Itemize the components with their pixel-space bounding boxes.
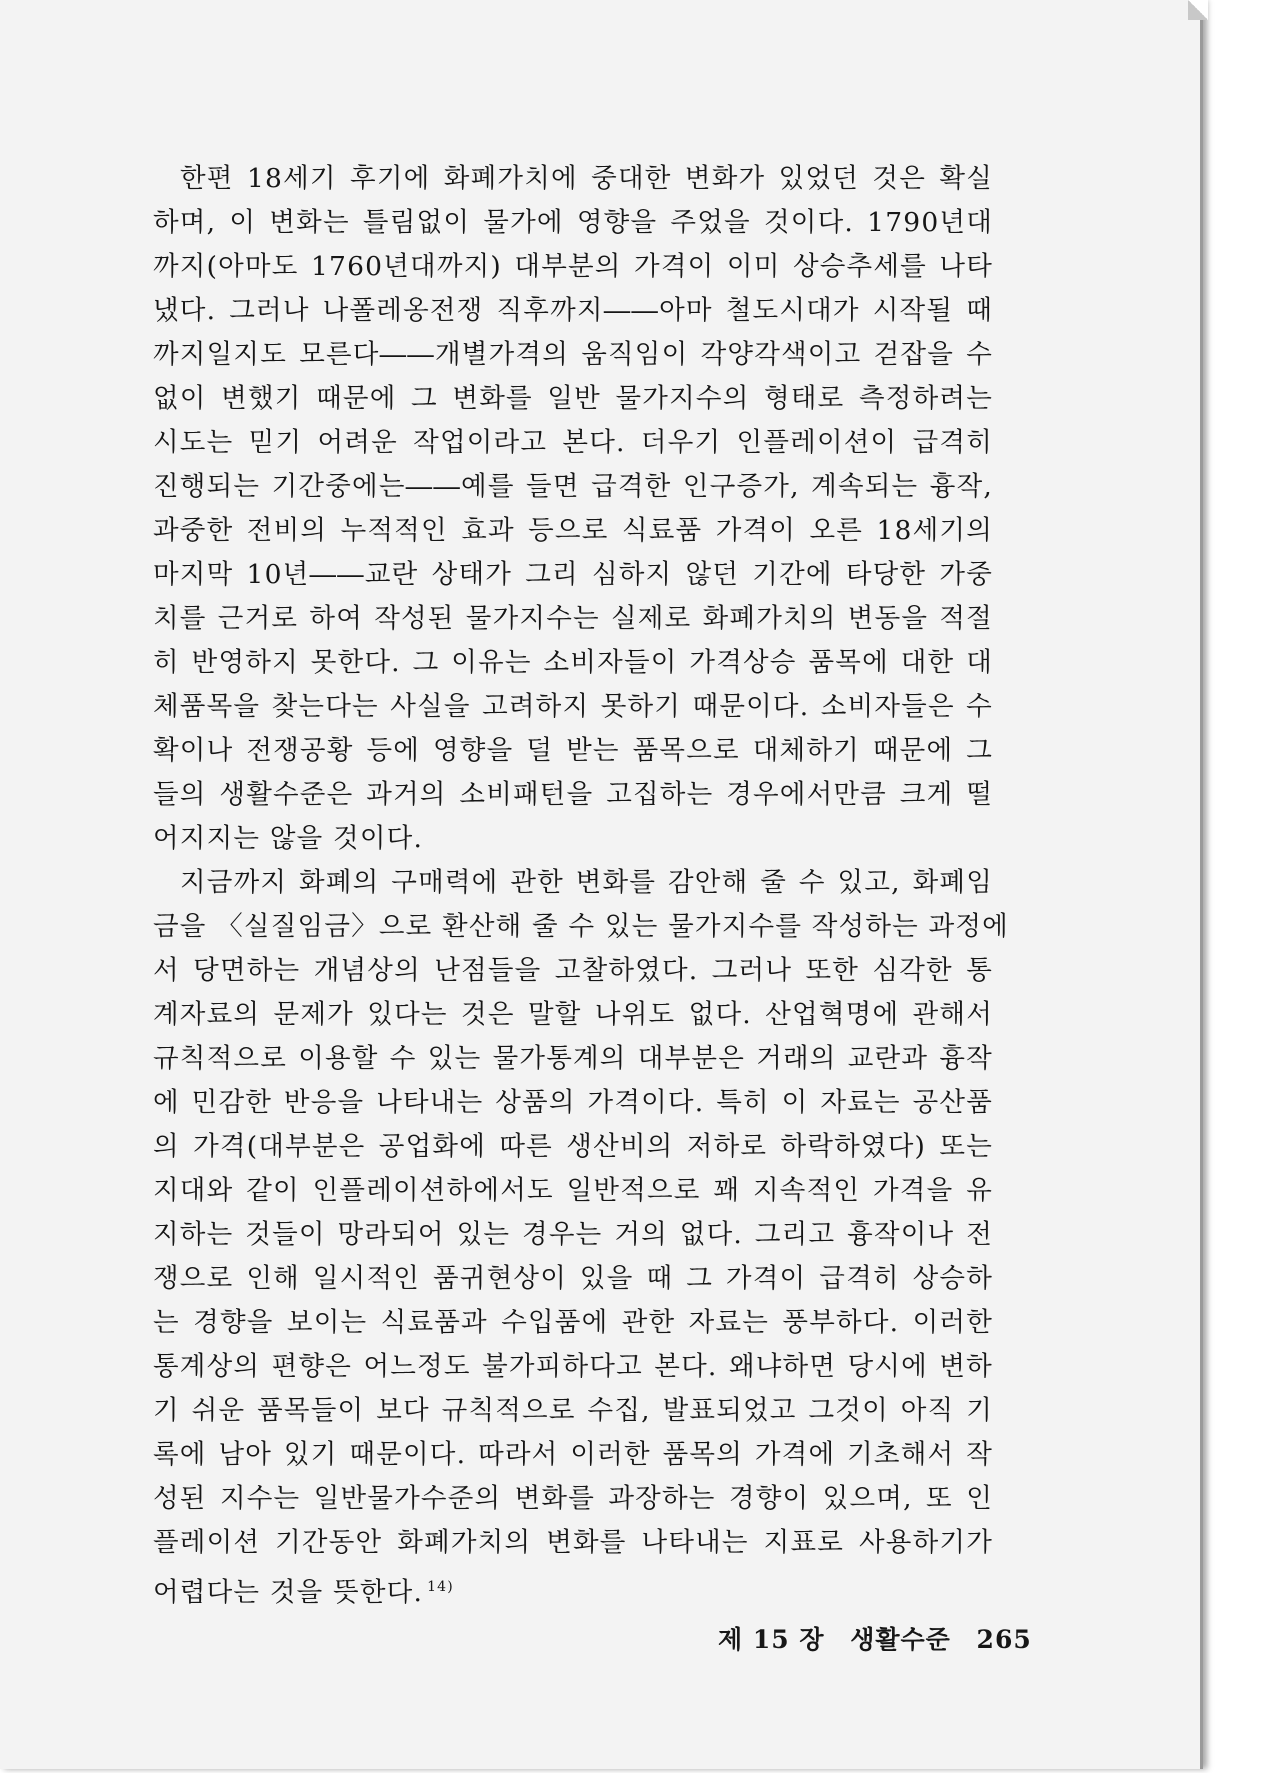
text-line: 확이나 전쟁공황 등에 영향을 덜 받는 품목으로 대체하기 때문에 그 — [153, 735, 993, 766]
page-number: 265 — [976, 1625, 1032, 1654]
text-line: 치를 근거로 하여 작성된 물가지수는 실제로 화폐가치의 변동을 적절 — [153, 603, 993, 634]
text-line: 까지(아마도 1760년대까지) 대부분의 가격이 이미 상승추세를 나타 — [153, 251, 993, 282]
text-line: 하며, 이 변화는 틀림없이 물가에 영향을 주었을 것이다. 1790년대 — [153, 207, 993, 238]
text-line: 냈다. 그러나 나폴레옹전쟁 직후까지――아마 철도시대가 시작될 때 — [153, 295, 993, 326]
paragraph-1 — [153, 157, 993, 861]
text-line: 까지일지도 모른다――개별가격의 움직임이 각양각색이고 걷잡을 수 — [153, 339, 993, 370]
paragraph-2 — [153, 861, 1009, 1615]
text-line: 과중한 전비의 누적적인 효과 등으로 식료품 가격이 오른 18세기의 — [153, 515, 993, 546]
text-line: 의 가격(대부분은 공업화에 따른 생산비의 저하로 하락하였다) 또는 — [153, 1131, 993, 1162]
footnote-reference: 14) — [427, 1579, 454, 1595]
text-line: 는 경향을 보이는 식료품과 수입품에 관한 자료는 풍부하다. 이러한 — [153, 1307, 993, 1338]
text-line: 규칙적으로 이용할 수 있는 물가통계의 대부분은 거래의 교란과 흉작 — [153, 1043, 993, 1074]
text-line: 없이 변했기 때문에 그 변화를 일반 물가지수의 형태로 측정하려는 — [153, 383, 993, 414]
text-line: 금을 〈실질임금〉으로 환산해 줄 수 있는 물가지수를 작성하는 과정에 — [153, 911, 1009, 942]
text-line: 마지막 10년――교란 상태가 그리 심하지 않던 기간에 타당한 가중 — [153, 559, 993, 590]
text-line: 지하는 것들이 망라되어 있는 경우는 거의 없다. 그리고 흉작이나 전 — [153, 1219, 993, 1250]
running-footer — [718, 1620, 1048, 1656]
text-line: 에 민감한 반응을 나타내는 상품의 가격이다. 특히 이 자료는 공산품 — [153, 1087, 993, 1118]
text-line: 쟁으로 인해 일시적인 품귀현상이 있을 때 그 가격이 급격히 상승하 — [153, 1263, 993, 1294]
text-line: 서 당면하는 개념상의 난점들을 고찰하였다. 그러나 또한 심각한 통 — [153, 955, 993, 986]
text-line: 시도는 믿기 어려운 작업이라고 본다. 더우기 인플레이션이 급격히 — [153, 427, 993, 458]
text-line: 한편 18세기 후기에 화폐가치에 중대한 변화가 있었던 것은 확실 — [180, 163, 993, 194]
text-line: 성된 지수는 일반물가수준의 변화를 과장하는 경향이 있으며, 또 인 — [153, 1483, 993, 1514]
body-text — [153, 157, 1009, 1615]
text-line: 록에 남아 있기 때문이다. 따라서 이러한 품목의 가격에 기초해서 작 — [153, 1439, 993, 1470]
text-line: 계자료의 문제가 있다는 것은 말할 나위도 없다. 산업혁명에 관해서 — [153, 999, 993, 1030]
text-line: 기 쉬운 품목들이 보다 규칙적으로 수집, 발표되었고 그것이 아직 기 — [153, 1395, 993, 1426]
text-line: 지대와 같이 인플레이션하에서도 일반적으로 꽤 지속적인 가격을 유 — [153, 1175, 993, 1206]
text-line: 지금까지 화폐의 구매력에 관한 변화를 감안해 줄 수 있고, 화폐임 — [180, 867, 993, 898]
text-line: 어지지는 않을 것이다. — [153, 823, 424, 854]
chapter-label: 제 15 장 — [718, 1625, 825, 1654]
text-line: 체품목을 찾는다는 사실을 고려하지 못하기 때문이다. 소비자들은 수 — [153, 691, 993, 722]
text-line: 히 반영하지 못한다. 그 이유는 소비자들이 가격상승 품목에 대한 대 — [153, 647, 993, 678]
text-line: 어렵다는 것을 뜻한다. $^{14)}$ — [153, 1576, 454, 1608]
text-line: 통계상의 편향은 어느정도 불가피하다고 본다. 왜냐하면 당시에 변하 — [153, 1351, 993, 1382]
text-line: 플레이션 기간동안 화폐가치의 변화를 나타내는 지표로 사용하기가 — [153, 1527, 993, 1558]
text-line: 진행되는 기간중에는――예를 들면 급격한 인구증가, 계속되는 흉작, — [153, 471, 993, 502]
chapter-title: 생활수준 — [850, 1625, 951, 1654]
text-line: 들의 생활수준은 과거의 소비패턴을 고집하는 경우에서만큼 크게 떨 — [153, 779, 993, 810]
